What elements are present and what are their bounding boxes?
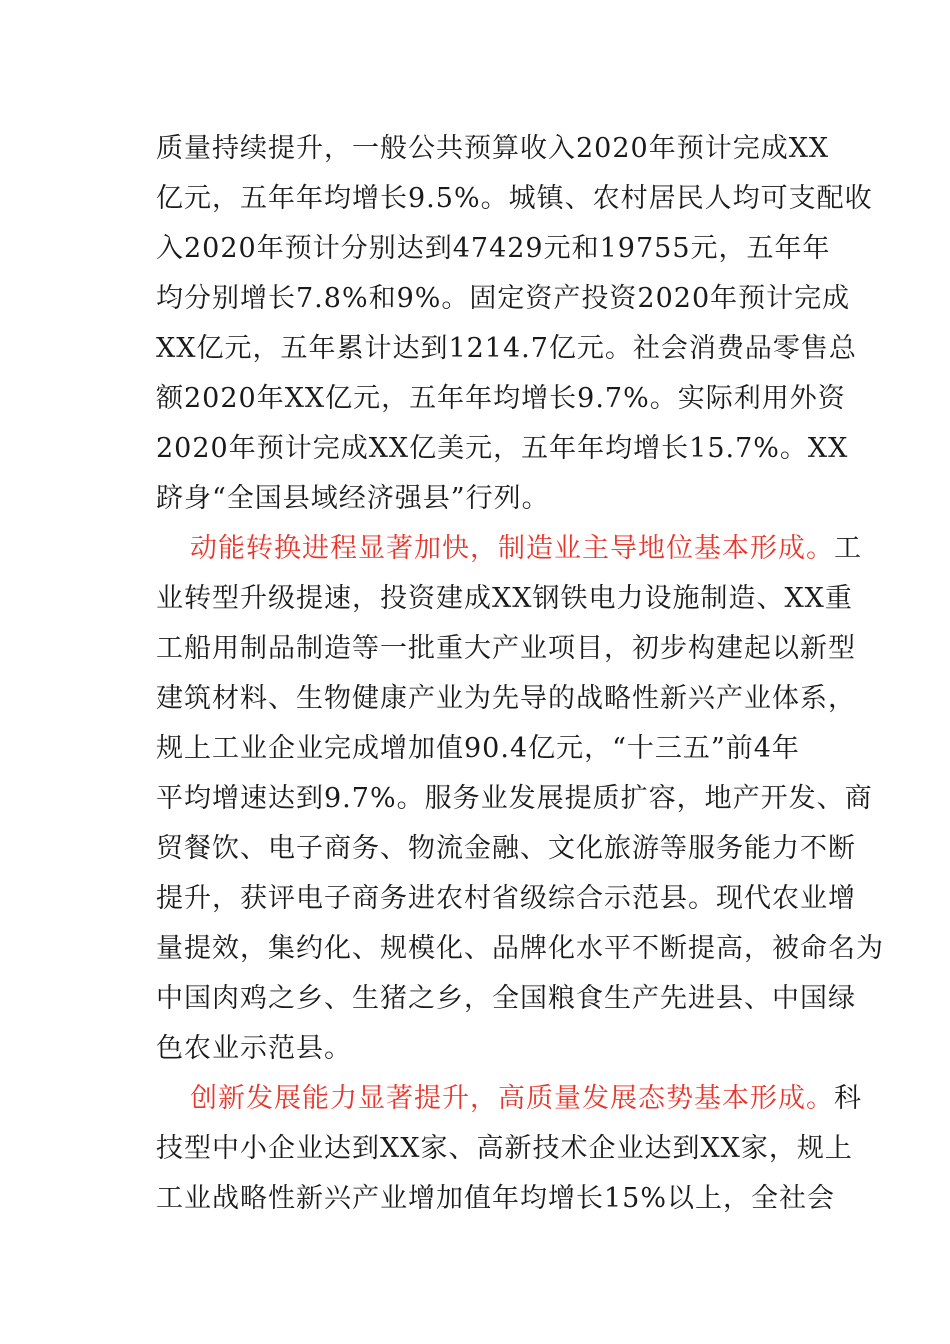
- paragraph-heading: 动能转换进程显著加快，制造业主导地位基本形成。: [190, 533, 834, 564]
- text-line: 质量持续提升，一般公共预算收入2020年预计完成XX: [156, 133, 830, 164]
- text-line: 业转型升级提速，投资建成XX钢铁电力设施制造、XX重: [156, 583, 853, 614]
- text-line: 额2020年XX亿元，五年年均增长9.7%。实际利用外资: [156, 383, 846, 414]
- heading-continuation: 工: [834, 533, 862, 564]
- document-page: [156, 124, 884, 1224]
- text-line: 均分别增长7.8%和9%。固定资产投资2020年预计完成: [156, 283, 851, 314]
- text-line: 贸餐饮、电子商务、物流金融、文化旅游等服务能力不断: [156, 833, 856, 864]
- text-line: 建筑材料、生物健康产业为先导的战略性新兴产业体系，: [156, 683, 856, 714]
- text-line: [156, 1074, 862, 1124]
- text-line: 规上工业企业完成增加值90.4亿元，“十三五”前4年: [156, 733, 800, 764]
- text-line: 中国肉鸡之乡、生猪之乡，全国粮食生产先进县、中国绿: [156, 983, 856, 1014]
- text-line: 色农业示范县。: [156, 1033, 352, 1064]
- paragraph-innovation: [156, 1074, 862, 1224]
- paragraph-economy: [156, 124, 873, 524]
- heading-continuation: 科: [834, 1083, 862, 1114]
- text-line: 入2020年预计分别达到47429元和19755元，五年年: [156, 233, 831, 264]
- paragraph-heading: 创新发展能力显著提升，高质量发展态势基本形成。: [190, 1083, 834, 1114]
- text-line: 跻身“全国县域经济强县”行列。: [156, 483, 550, 514]
- text-line: 工业战略性新兴产业增加值年均增长15%以上，全社会: [156, 1183, 836, 1214]
- text-line: XX亿元，五年累计达到1214.7亿元。社会消费品零售总: [156, 333, 857, 364]
- text-line: 平均增速达到9.7%。服务业发展提质扩容，地产开发、商: [156, 783, 873, 814]
- text-line: 2020年预计完成XX亿美元，五年年均增长15.7%。XX: [156, 433, 849, 464]
- paragraph-industry: [156, 524, 884, 1074]
- text-line: 工船用制品制造等一批重大产业项目，初步构建起以新型: [156, 633, 856, 664]
- text-line: [156, 524, 862, 574]
- text-line: 技型中小企业达到XX家、高新技术企业达到XX家，规上: [156, 1133, 853, 1164]
- text-line: 提升，获评电子商务进农村省级综合示范县。现代农业增: [156, 883, 856, 914]
- text-line: 亿元，五年年均增长9.5%。城镇、农村居民人均可支配收: [156, 183, 873, 214]
- text-line: 量提效，集约化、规模化、品牌化水平不断提高，被命名为: [156, 933, 884, 964]
